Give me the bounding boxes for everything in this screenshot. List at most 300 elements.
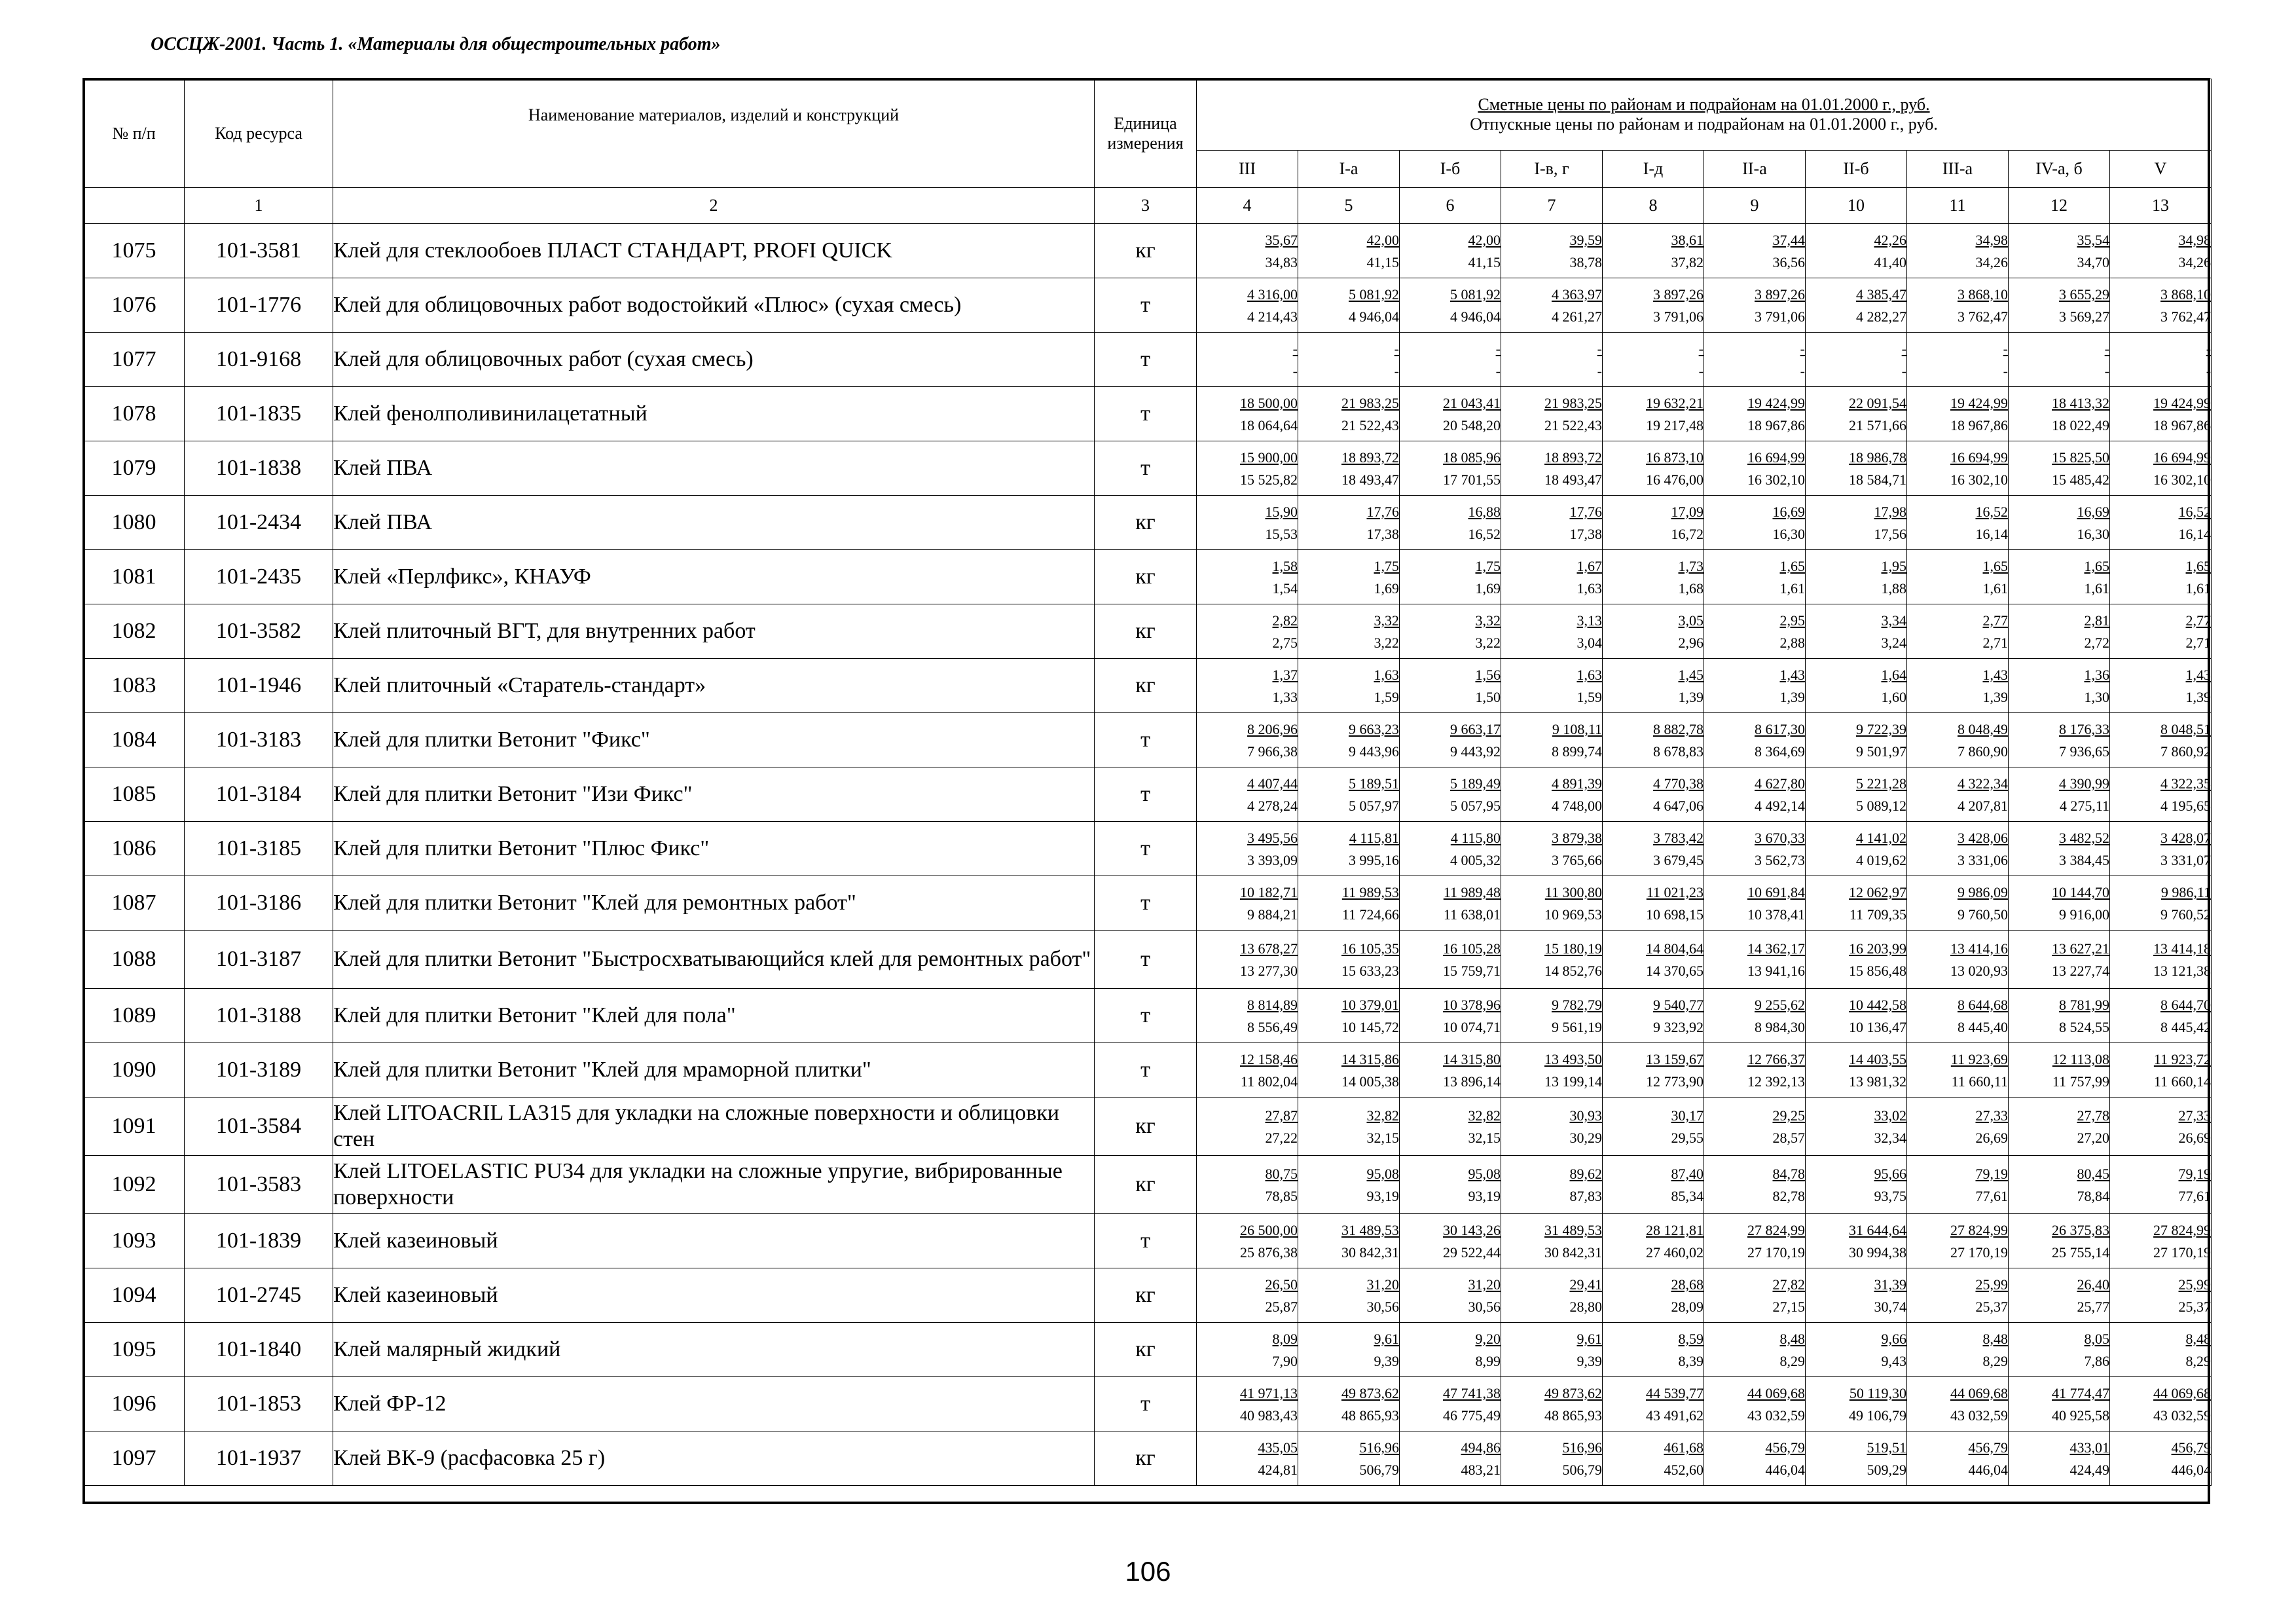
- material-name: Клей «Перлфикс», КНАУФ: [333, 550, 1095, 604]
- release-price: 3 393,09: [1247, 852, 1298, 868]
- estimated-price: 4 115,80: [1450, 830, 1501, 846]
- release-price: 25,77: [2077, 1299, 2109, 1315]
- district-header: IV-а, б: [2009, 151, 2110, 188]
- release-price: 8 445,42: [2160, 1019, 2212, 1035]
- price-cell: [2009, 333, 2110, 387]
- price-cell: [1603, 659, 1704, 713]
- estimated-price: 79,19: [1975, 1166, 2008, 1182]
- release-price: 93,75: [1874, 1188, 1906, 1204]
- release-price: 32,34: [1874, 1130, 1906, 1146]
- estimated-price: 31,20: [1468, 1276, 1501, 1293]
- price-cell: [1907, 1377, 2009, 1431]
- price-cell: [1197, 1156, 1298, 1214]
- estimated-price: 1,43: [1982, 667, 2008, 683]
- material-name: Клей ВК-9 (расфасовка 25 г): [333, 1431, 1095, 1486]
- price-cell: [1907, 604, 2009, 659]
- material-name: Клей фенолполивинилацетатный: [333, 387, 1095, 441]
- release-price: 1,61: [2084, 580, 2109, 597]
- release-price: 4 278,24: [1247, 798, 1298, 814]
- estimated-price: 8 048,51: [2160, 721, 2212, 737]
- row-number: 1089: [84, 989, 185, 1043]
- release-price: 3 765,66: [1552, 852, 1602, 868]
- release-price: 1,60: [1881, 689, 1906, 705]
- estimated-price: 14 362,17: [1747, 940, 1805, 957]
- price-cell: [1197, 1268, 1298, 1323]
- price-cell: [2009, 876, 2110, 931]
- price-cell: [1704, 1098, 1806, 1156]
- price-cell: [2009, 1431, 2110, 1486]
- estimated-price: 8,59: [1678, 1331, 1704, 1347]
- price-cell: [1704, 1214, 1806, 1268]
- release-price: 9 884,21: [1247, 906, 1298, 923]
- row-number: 1084: [84, 713, 185, 767]
- estimated-price: 84,78: [1772, 1166, 1805, 1182]
- price-cell: [1501, 604, 1603, 659]
- resource-code: 101-3183: [185, 713, 333, 767]
- release-price: 43 032,59: [2153, 1407, 2212, 1424]
- estimated-price: 8 206,96: [1247, 721, 1298, 737]
- price-table: [83, 79, 2212, 1486]
- price-cell: [1907, 1156, 2009, 1214]
- estimated-price: 10 379,01: [1341, 997, 1399, 1013]
- release-price: 82,78: [1772, 1188, 1805, 1204]
- price-cell: [1197, 1098, 1298, 1156]
- release-price: 4 019,62: [1856, 852, 1906, 868]
- release-price: 9,39: [1374, 1353, 1399, 1369]
- price-cell: [1501, 1268, 1603, 1323]
- column-number: 7: [1501, 188, 1603, 224]
- price-cell: [2009, 224, 2110, 278]
- table-row: [84, 876, 2212, 931]
- resource-code: 101-3188: [185, 989, 333, 1043]
- unit-of-measure: кг: [1095, 550, 1197, 604]
- release-price: 18 967,86: [1747, 417, 1805, 434]
- price-cell: [1704, 876, 1806, 931]
- price-cell: [1197, 1043, 1298, 1098]
- table-row: [84, 1431, 2212, 1486]
- price-cell: [2110, 1098, 2212, 1156]
- release-price: 27 460,02: [1646, 1244, 1704, 1261]
- release-price: 48 865,93: [1341, 1407, 1399, 1424]
- table-row: [84, 1156, 2212, 1214]
- estimated-price: 2,95: [1779, 612, 1805, 629]
- price-cell: [1603, 1098, 1704, 1156]
- estimated-price: 1,64: [1881, 667, 1906, 683]
- column-number: 6: [1400, 188, 1501, 224]
- price-cell: [2110, 387, 2212, 441]
- release-price: 36,56: [1772, 254, 1805, 270]
- price-cell: [1806, 387, 1907, 441]
- table-row: [84, 604, 2212, 659]
- release-price: 1,59: [1374, 689, 1399, 705]
- price-cell: [1806, 496, 1907, 550]
- price-cell: [1298, 550, 1400, 604]
- price-cell: [1603, 822, 1704, 876]
- release-price: 424,81: [1258, 1462, 1298, 1478]
- price-cell: [1501, 387, 1603, 441]
- release-price: 4 946,04: [1349, 308, 1399, 325]
- estimated-price: 27,78: [2077, 1107, 2109, 1124]
- price-cell: [1400, 278, 1501, 333]
- release-price: 4 214,43: [1247, 308, 1298, 325]
- estimated-price: 8,05: [2084, 1331, 2109, 1347]
- estimated-price: 9,61: [1374, 1331, 1399, 1347]
- release-price: 424,49: [2069, 1462, 2109, 1478]
- release-price: 78,84: [2077, 1188, 2109, 1204]
- estimated-price: -: [2104, 341, 2109, 357]
- price-cell: [1907, 822, 2009, 876]
- estimated-price: 11 021,23: [1646, 884, 1704, 900]
- release-price: 1,39: [1982, 689, 2008, 705]
- price-cell: [1806, 931, 1907, 989]
- column-number: 11: [1907, 188, 2009, 224]
- price-cell: [1501, 822, 1603, 876]
- release-price: 483,21: [1461, 1462, 1501, 1478]
- release-price: 8 524,55: [2059, 1019, 2109, 1035]
- estimated-price: 95,08: [1468, 1166, 1501, 1182]
- col-header-no: № п/п: [84, 79, 185, 188]
- release-price: 11 660,14: [2153, 1073, 2212, 1090]
- price-cell: [1806, 604, 1907, 659]
- estimated-price: 31,20: [1366, 1276, 1399, 1293]
- estimated-price: 3 428,06: [1958, 830, 2008, 846]
- estimated-price: 15,90: [1265, 504, 1298, 520]
- row-number: 1079: [84, 441, 185, 496]
- release-price: -: [2206, 363, 2212, 379]
- unit-of-measure: т: [1095, 1214, 1197, 1268]
- material-name: Клей малярный жидкий: [333, 1323, 1095, 1377]
- release-price: 16,14: [2178, 526, 2212, 542]
- estimated-price: 1,75: [1475, 558, 1501, 574]
- release-price: 3 762,47: [1958, 308, 2008, 325]
- material-name: Клей плиточный ВГТ, для внутренних работ: [333, 604, 1095, 659]
- estimated-price: 3,32: [1475, 612, 1501, 629]
- estimated-price: 95,08: [1366, 1166, 1399, 1182]
- price-cell: [1907, 1431, 2009, 1486]
- estimated-price: 21 983,25: [1341, 395, 1399, 411]
- estimated-price: 3,34: [1881, 612, 1906, 629]
- release-price: 2,71: [1982, 635, 2008, 651]
- table-row: [84, 1323, 2212, 1377]
- estimated-price: 4 627,80: [1755, 775, 1805, 792]
- estimated-price: 5 081,92: [1349, 286, 1399, 303]
- price-cell: [1501, 767, 1603, 822]
- price-cell: [2110, 278, 2212, 333]
- price-cell: [1197, 989, 1298, 1043]
- price-cell: [1298, 931, 1400, 989]
- table-row: [84, 1098, 2212, 1156]
- price-cell: [2110, 1214, 2212, 1268]
- column-number: 1: [185, 188, 333, 224]
- price-cell: [1197, 1323, 1298, 1377]
- price-cell: [1907, 1268, 2009, 1323]
- material-name: Клей LITOACRIL LA315 для укладки на сложные поверхности и облицовки стен: [333, 1098, 1095, 1156]
- row-number: 1093: [84, 1214, 185, 1268]
- estimated-price: -: [1698, 341, 1704, 357]
- estimated-price: 27 824,99: [1950, 1222, 2008, 1238]
- release-price: 37,82: [1671, 254, 1704, 270]
- price-cell: [1197, 822, 1298, 876]
- release-price: 13 227,74: [2052, 963, 2109, 979]
- release-price: -: [1394, 363, 1399, 379]
- table-row: [84, 1377, 2212, 1431]
- estimated-price: 3 495,56: [1247, 830, 1298, 846]
- price-cell: [2110, 224, 2212, 278]
- price-cell: [1704, 1156, 1806, 1214]
- price-cell: [1501, 550, 1603, 604]
- price-cell: [1907, 550, 2009, 604]
- unit-of-measure: т: [1095, 387, 1197, 441]
- release-price: 27,15: [1772, 1299, 1805, 1315]
- estimated-price: 12 113,08: [2052, 1051, 2109, 1067]
- release-price: 13 941,16: [1747, 963, 1805, 979]
- release-price: 1,54: [1272, 580, 1298, 597]
- release-price: 19 217,48: [1646, 417, 1704, 434]
- release-price: 16 476,00: [1646, 471, 1704, 488]
- price-cell: [1197, 496, 1298, 550]
- release-price: 10 145,72: [1341, 1019, 1399, 1035]
- estimated-price: 10 691,84: [1747, 884, 1805, 900]
- estimated-price: 26,50: [1265, 1276, 1298, 1293]
- price-cell: [1197, 387, 1298, 441]
- row-number: 1077: [84, 333, 185, 387]
- estimated-price: 9 663,23: [1349, 721, 1399, 737]
- estimated-price: -: [1901, 341, 1906, 357]
- estimated-price: 16 105,28: [1443, 940, 1501, 957]
- price-cell: [2009, 1323, 2110, 1377]
- estimated-price: 26 375,83: [2052, 1222, 2109, 1238]
- release-price: 4 492,14: [1755, 798, 1805, 814]
- price-cell: [1907, 659, 2009, 713]
- price-cell: [1806, 659, 1907, 713]
- estimated-price: 27,87: [1265, 1107, 1298, 1124]
- price-cell: [1603, 441, 1704, 496]
- price-cell: [1704, 278, 1806, 333]
- price-cell: [1603, 767, 1704, 822]
- estimated-price: 31 644,64: [1849, 1222, 1906, 1238]
- price-cell: [1501, 876, 1603, 931]
- price-cell: [1806, 1268, 1907, 1323]
- estimated-price: 3,05: [1678, 612, 1704, 629]
- price-cell: [1298, 278, 1400, 333]
- release-price: 43 032,59: [1950, 1407, 2008, 1424]
- release-price: 16,52: [1468, 526, 1501, 542]
- price-cell: [1298, 713, 1400, 767]
- price-cell: [1704, 604, 1806, 659]
- price-cell: [1400, 387, 1501, 441]
- estimated-price: 16,69: [2077, 504, 2109, 520]
- price-cell: [1704, 224, 1806, 278]
- resource-code: 101-3583: [185, 1156, 333, 1214]
- release-price: 446,04: [2171, 1462, 2212, 1478]
- price-cell: [1298, 604, 1400, 659]
- release-price: 9,43: [1881, 1353, 1906, 1369]
- estimated-price: 1,58: [1272, 558, 1298, 574]
- estimated-price: -: [1495, 341, 1501, 357]
- material-name: Клей для облицовочных работ (сухая смесь): [333, 333, 1095, 387]
- price-cell: [2009, 550, 2110, 604]
- page-number: 106: [1125, 1556, 1171, 1587]
- unit-of-measure: кг: [1095, 496, 1197, 550]
- release-price: -: [1800, 363, 1805, 379]
- col-header-code: Код ресурса: [185, 79, 333, 188]
- material-name: Клей ФР-12: [333, 1377, 1095, 1431]
- price-cell: [2110, 496, 2212, 550]
- estimated-price: 9 540,77: [1653, 997, 1704, 1013]
- price-cell: [1400, 496, 1501, 550]
- release-price: -: [2003, 363, 2008, 379]
- release-price: 3 791,06: [1755, 308, 1805, 325]
- price-cell: [1907, 931, 2009, 989]
- price-cell: [1197, 224, 1298, 278]
- table-row: [84, 1043, 2212, 1098]
- release-price: 13 896,14: [1443, 1073, 1501, 1090]
- unit-of-measure: кг: [1095, 604, 1197, 659]
- price-cell: [2110, 550, 2212, 604]
- price-cell: [2009, 659, 2110, 713]
- estimated-price: 35,67: [1265, 232, 1298, 248]
- estimated-price: 16,52: [1975, 504, 2008, 520]
- estimated-price: 25,99: [2178, 1276, 2212, 1293]
- estimated-price: 16 873,10: [1646, 449, 1704, 466]
- price-cell: [2009, 1156, 2110, 1214]
- resource-code: 101-3184: [185, 767, 333, 822]
- release-price: 17,38: [1366, 526, 1399, 542]
- price-cell: [1603, 387, 1704, 441]
- estimated-price: 44 069,68: [1950, 1385, 2008, 1401]
- price-cell: [1501, 1043, 1603, 1098]
- release-price: 3,22: [1374, 635, 1399, 651]
- estimated-price: 3 879,38: [1552, 830, 1602, 846]
- estimated-price: 4 316,00: [1247, 286, 1298, 303]
- release-price: 12 392,13: [1747, 1073, 1805, 1090]
- estimated-price: 39,59: [1569, 232, 1602, 248]
- estimated-price: 15 825,50: [2052, 449, 2109, 466]
- estimated-price: 13 493,50: [1544, 1051, 1602, 1067]
- column-number: 9: [1704, 188, 1806, 224]
- estimated-price: 4 115,81: [1349, 830, 1399, 846]
- release-price: 78,85: [1265, 1188, 1298, 1204]
- estimated-price: 17,76: [1569, 504, 1602, 520]
- release-price: 3 384,45: [2059, 852, 2109, 868]
- release-price: 13 981,32: [1849, 1073, 1906, 1090]
- release-price: 8 364,69: [1755, 743, 1805, 760]
- release-price: 1,59: [1576, 689, 1602, 705]
- estimated-price: 22 091,54: [1849, 395, 1906, 411]
- price-cell: [1806, 1214, 1907, 1268]
- estimated-price: 41 971,13: [1240, 1385, 1298, 1401]
- estimated-price: 433,01: [2069, 1439, 2109, 1456]
- resource-code: 101-3187: [185, 931, 333, 989]
- estimated-price: 11 923,72: [2153, 1051, 2212, 1067]
- release-price: 8,29: [2185, 1353, 2212, 1369]
- release-price: 506,79: [1359, 1462, 1399, 1478]
- release-price: 4 275,11: [2059, 798, 2109, 814]
- unit-of-measure: т: [1095, 441, 1197, 496]
- estimated-price: 44 539,77: [1646, 1385, 1704, 1401]
- estimated-price: -: [2206, 341, 2212, 357]
- release-price: 40 983,43: [1240, 1407, 1298, 1424]
- resource-code: 101-3189: [185, 1043, 333, 1098]
- release-price: 30,56: [1366, 1299, 1399, 1315]
- price-cell: [2110, 1323, 2212, 1377]
- price-cell: [1806, 1431, 1907, 1486]
- unit-of-measure: т: [1095, 931, 1197, 989]
- release-price: 1,63: [1576, 580, 1602, 597]
- release-price: 32,15: [1366, 1130, 1399, 1146]
- resource-code: 101-1838: [185, 441, 333, 496]
- release-price: 93,19: [1366, 1188, 1399, 1204]
- estimated-price: 461,68: [1664, 1439, 1704, 1456]
- material-name: Клей плиточный «Старатель-стандарт»: [333, 659, 1095, 713]
- price-cell: [1603, 1214, 1704, 1268]
- release-price: 8,99: [1475, 1353, 1501, 1369]
- estimated-price: 3 670,33: [1755, 830, 1805, 846]
- release-price: 32,15: [1468, 1130, 1501, 1146]
- district-header: I-б: [1400, 151, 1501, 188]
- price-cell: [1704, 989, 1806, 1043]
- release-price: 46 775,49: [1443, 1407, 1501, 1424]
- estimated-price: 42,26: [1874, 232, 1906, 248]
- material-name: Клей для стеклообоев ПЛАСТ СТАНДАРТ, PROFI QUICK: [333, 224, 1095, 278]
- estimated-price: 2,77: [1982, 612, 2008, 629]
- price-cell: [2009, 989, 2110, 1043]
- price-cell: [1603, 1043, 1704, 1098]
- release-price: 7 860,92: [2160, 743, 2212, 760]
- estimated-price: 80,75: [1265, 1166, 1298, 1182]
- release-price: 1,88: [1881, 580, 1906, 597]
- release-price: 30 994,38: [1849, 1244, 1906, 1261]
- release-price: 446,04: [1765, 1462, 1805, 1478]
- release-price: 7 860,90: [1958, 743, 2008, 760]
- estimated-price: 9 986,09: [1958, 884, 2008, 900]
- price-cell: [1704, 1043, 1806, 1098]
- estimated-price: 10 442,58: [1849, 997, 1906, 1013]
- row-number: 1075: [84, 224, 185, 278]
- release-price: 3,22: [1475, 635, 1501, 651]
- release-price: 16,72: [1671, 526, 1704, 542]
- price-cell: [1298, 659, 1400, 713]
- price-cell: [1907, 333, 2009, 387]
- material-name: Клей ПВА: [333, 496, 1095, 550]
- estimated-price: 516,96: [1562, 1439, 1602, 1456]
- estimated-price: 14 315,86: [1341, 1051, 1399, 1067]
- price-cell: [1603, 1156, 1704, 1214]
- table-row: [84, 822, 2212, 876]
- estimated-price: 29,41: [1569, 1276, 1602, 1293]
- release-price: 9 760,52: [2160, 906, 2212, 923]
- estimated-price: -: [2003, 341, 2008, 357]
- price-cell: [1298, 1377, 1400, 1431]
- release-price: 1,30: [2084, 689, 2109, 705]
- unit-of-measure: кг: [1095, 1268, 1197, 1323]
- release-price: 43 491,62: [1646, 1407, 1704, 1424]
- price-cell: [1400, 1098, 1501, 1156]
- price-cell: [2009, 278, 2110, 333]
- release-price: 4 946,04: [1450, 308, 1501, 325]
- price-cell: [1400, 224, 1501, 278]
- release-price: 4 647,06: [1653, 798, 1704, 814]
- price-cell: [1907, 713, 2009, 767]
- price-cell: [1704, 333, 1806, 387]
- estimated-price: 5 189,51: [1349, 775, 1399, 792]
- release-price: 1,69: [1374, 580, 1399, 597]
- price-cell: [1907, 1043, 2009, 1098]
- release-price: 1,61: [1982, 580, 2008, 597]
- unit-of-measure: т: [1095, 1377, 1197, 1431]
- price-cell: [1806, 713, 1907, 767]
- estimated-price: 29,25: [1772, 1107, 1805, 1124]
